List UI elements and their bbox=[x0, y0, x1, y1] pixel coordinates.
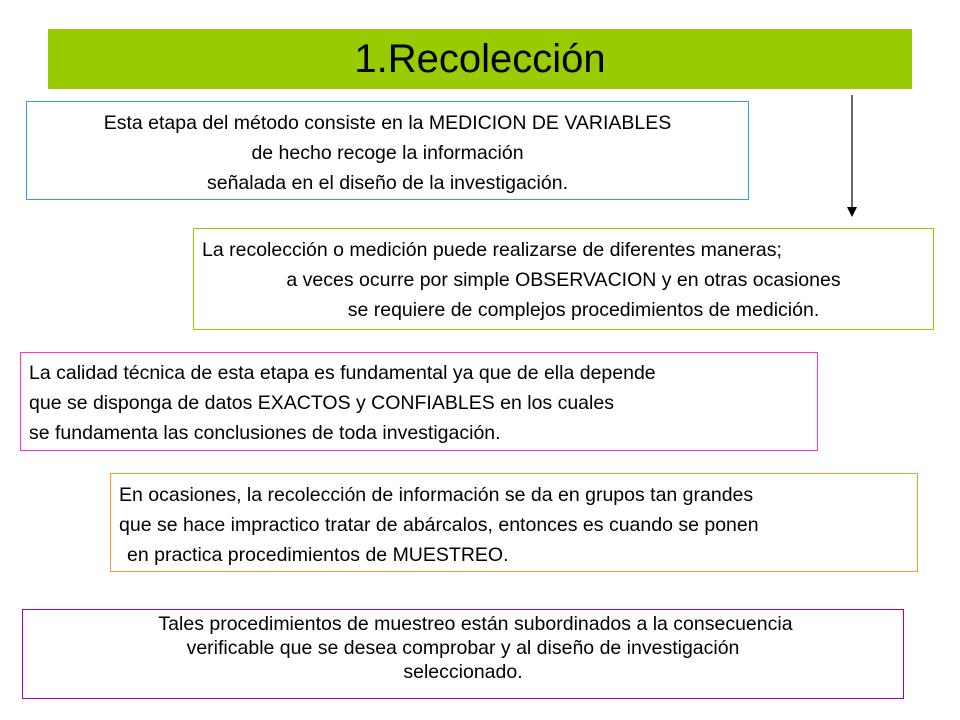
text-line: que se disponga de datos EXACTOS y CONFIABLES en los cuales bbox=[29, 392, 614, 414]
text-line: señalada en el diseño de la investigación. bbox=[206, 172, 568, 194]
text-line: La calidad técnica de esta etapa es fundamental ya que de ella depende bbox=[29, 362, 656, 384]
text-box-methods bbox=[193, 228, 934, 330]
text-box-quality bbox=[20, 352, 818, 451]
text-line: seleccionado. bbox=[403, 661, 523, 683]
slide-title: 1.Recolección bbox=[354, 36, 606, 81]
text-line: se fundamenta las conclusiones de toda investigación. bbox=[29, 422, 501, 444]
text-line: La recolección o medición puede realizarse de diferentes maneras; bbox=[202, 239, 782, 261]
text-line: que se hace impractico tratar de abárcalos, entonces es cuando se ponen bbox=[119, 514, 759, 536]
text-line: Esta etapa del método consiste en la MEDICION DE VARIABLES bbox=[103, 112, 672, 134]
text-line: se requiere de complejos procedimientos de medición. bbox=[347, 299, 820, 321]
text-line: en practica procedimientos de MUESTREO. bbox=[127, 544, 509, 566]
text-line: Tales procedimientos de muestreo están subordinados a la consecuencia bbox=[158, 613, 793, 635]
text-box-sampling bbox=[110, 473, 918, 572]
text-box-procedures bbox=[22, 609, 904, 699]
text-box-measurement bbox=[26, 101, 749, 200]
text-line: En ocasiones, la recolección de información se da en grupos tan grandes bbox=[119, 484, 754, 506]
text-line: a veces ocurre por simple OBSERVACION y en otras ocasiones bbox=[286, 269, 841, 291]
text-line: de hecho recoge la información bbox=[251, 142, 524, 164]
text-line: verificable que se desea comprobar y al diseño de investigación bbox=[186, 637, 740, 659]
